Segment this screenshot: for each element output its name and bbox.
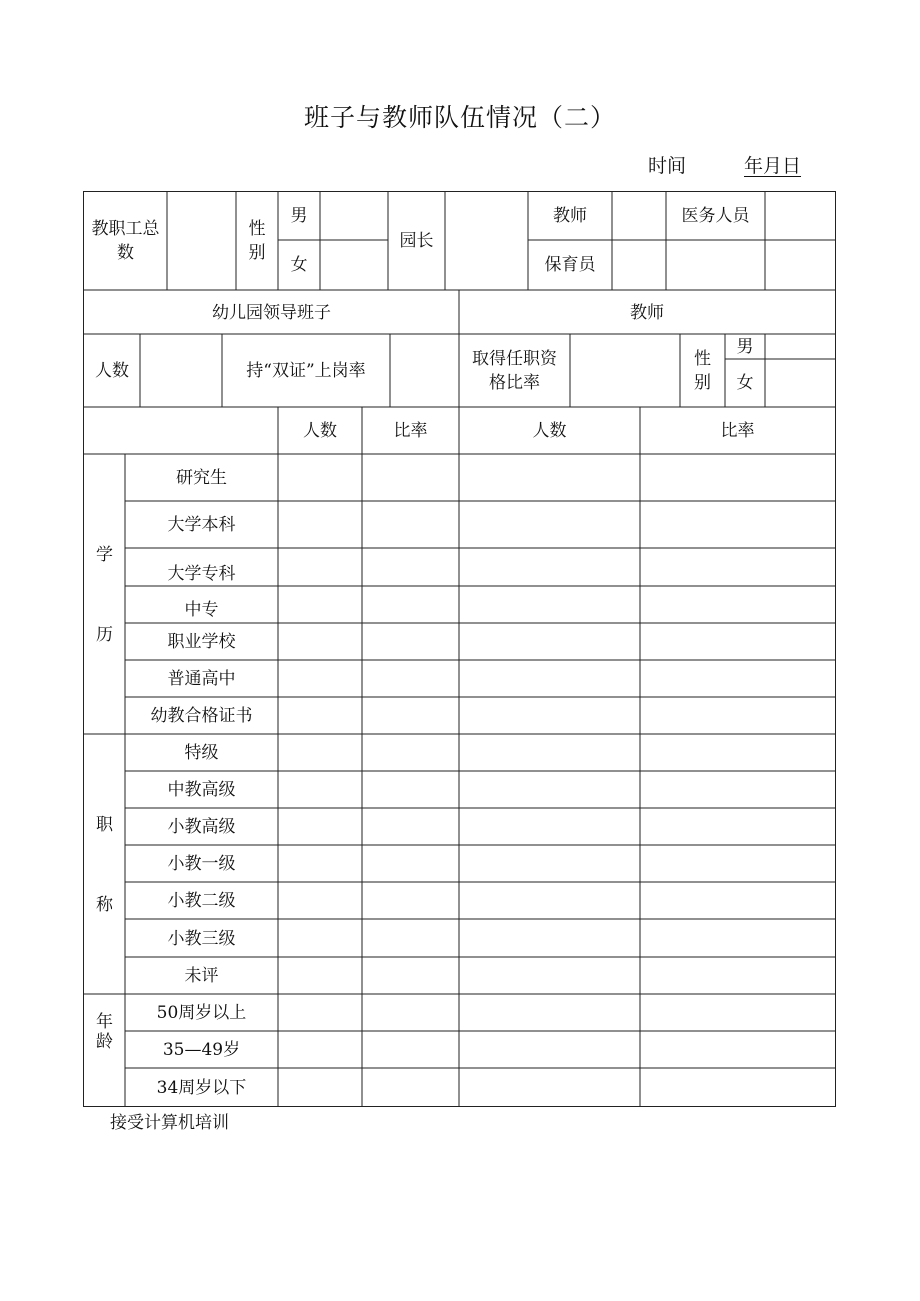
group-label-age: 年 龄 [96, 1012, 113, 1052]
qualified-label: 取得任职资格比率 [472, 349, 557, 393]
teacher-gender-label: 性别 [694, 349, 711, 393]
row-label: 50周岁以上 [156, 1003, 247, 1023]
principal-label: 园长 [399, 231, 434, 251]
row-label: 职业学校 [167, 632, 236, 652]
group-label-title: 职 称 [96, 814, 113, 915]
leadership-header: 幼儿园领导班子 [212, 302, 331, 323]
principal-value[interactable] [445, 191, 528, 290]
teacher-female-label: 女 [736, 373, 754, 393]
date-label: 时间 [648, 155, 687, 177]
total-staff-value[interactable] [167, 191, 236, 290]
dual-cert-label: 持“双证”上岗率 [246, 361, 366, 381]
date-value: 年月日 [744, 155, 802, 177]
dual-cert-rate[interactable] [390, 334, 459, 407]
page-title: 班子与教师队伍情况（二） [303, 103, 616, 132]
row-label: 特级 [184, 743, 219, 763]
caregiver-value[interactable] [612, 240, 666, 290]
male-label: 男 [290, 206, 308, 226]
leadership-headcount[interactable] [140, 334, 222, 407]
total-staff-label: 教职工总数 [91, 219, 160, 263]
row-label: 研究生 [176, 468, 227, 488]
teacher-female-count[interactable] [765, 359, 835, 407]
col-header-leader-rate: 比率 [393, 421, 428, 441]
row-label: 小教三级 [167, 928, 236, 949]
teacher-label: 教师 [553, 206, 587, 226]
row-label: 大学专科 [167, 564, 236, 584]
medical-value[interactable] [765, 191, 835, 240]
male-count[interactable] [320, 191, 388, 240]
group-label-education: 学 历 [96, 544, 113, 645]
row-label: 中教高级 [167, 780, 236, 800]
female-count[interactable] [320, 240, 388, 290]
col-header-leader-count: 人数 [303, 421, 337, 441]
date-row [648, 151, 801, 178]
row-label: 中专 [184, 600, 219, 620]
row-label: 35—49岁 [162, 1040, 241, 1060]
row-label: 未评 [184, 966, 219, 986]
col-header-teacher-count: 人数 [532, 421, 567, 441]
row-label: 小教二级 [167, 891, 236, 911]
row-label: 小教高级 [167, 817, 236, 837]
row-label: 大学本科 [167, 515, 236, 535]
row-label: 普通高中 [167, 669, 236, 689]
female-label: 女 [290, 255, 308, 275]
row-label: 幼教合格证书 [150, 706, 253, 726]
gender-label: 性别 [248, 219, 266, 263]
teachers-header: 教师 [630, 302, 664, 323]
caregiver-label: 保育员 [544, 255, 596, 275]
teacher-male-label: 男 [736, 337, 754, 357]
teacher-male-count[interactable] [765, 334, 835, 359]
teacher-value[interactable] [612, 191, 666, 240]
footer-note: 接受计算机培训 [110, 1113, 229, 1133]
qualified-rate[interactable] [570, 334, 680, 407]
row-label: 小教一级 [167, 854, 236, 874]
col-header-teacher-rate: 比率 [720, 421, 755, 441]
headcount-label: 人数 [95, 361, 129, 381]
medical-label: 医务人员 [681, 206, 750, 226]
row-label: 34周岁以下 [156, 1077, 247, 1098]
